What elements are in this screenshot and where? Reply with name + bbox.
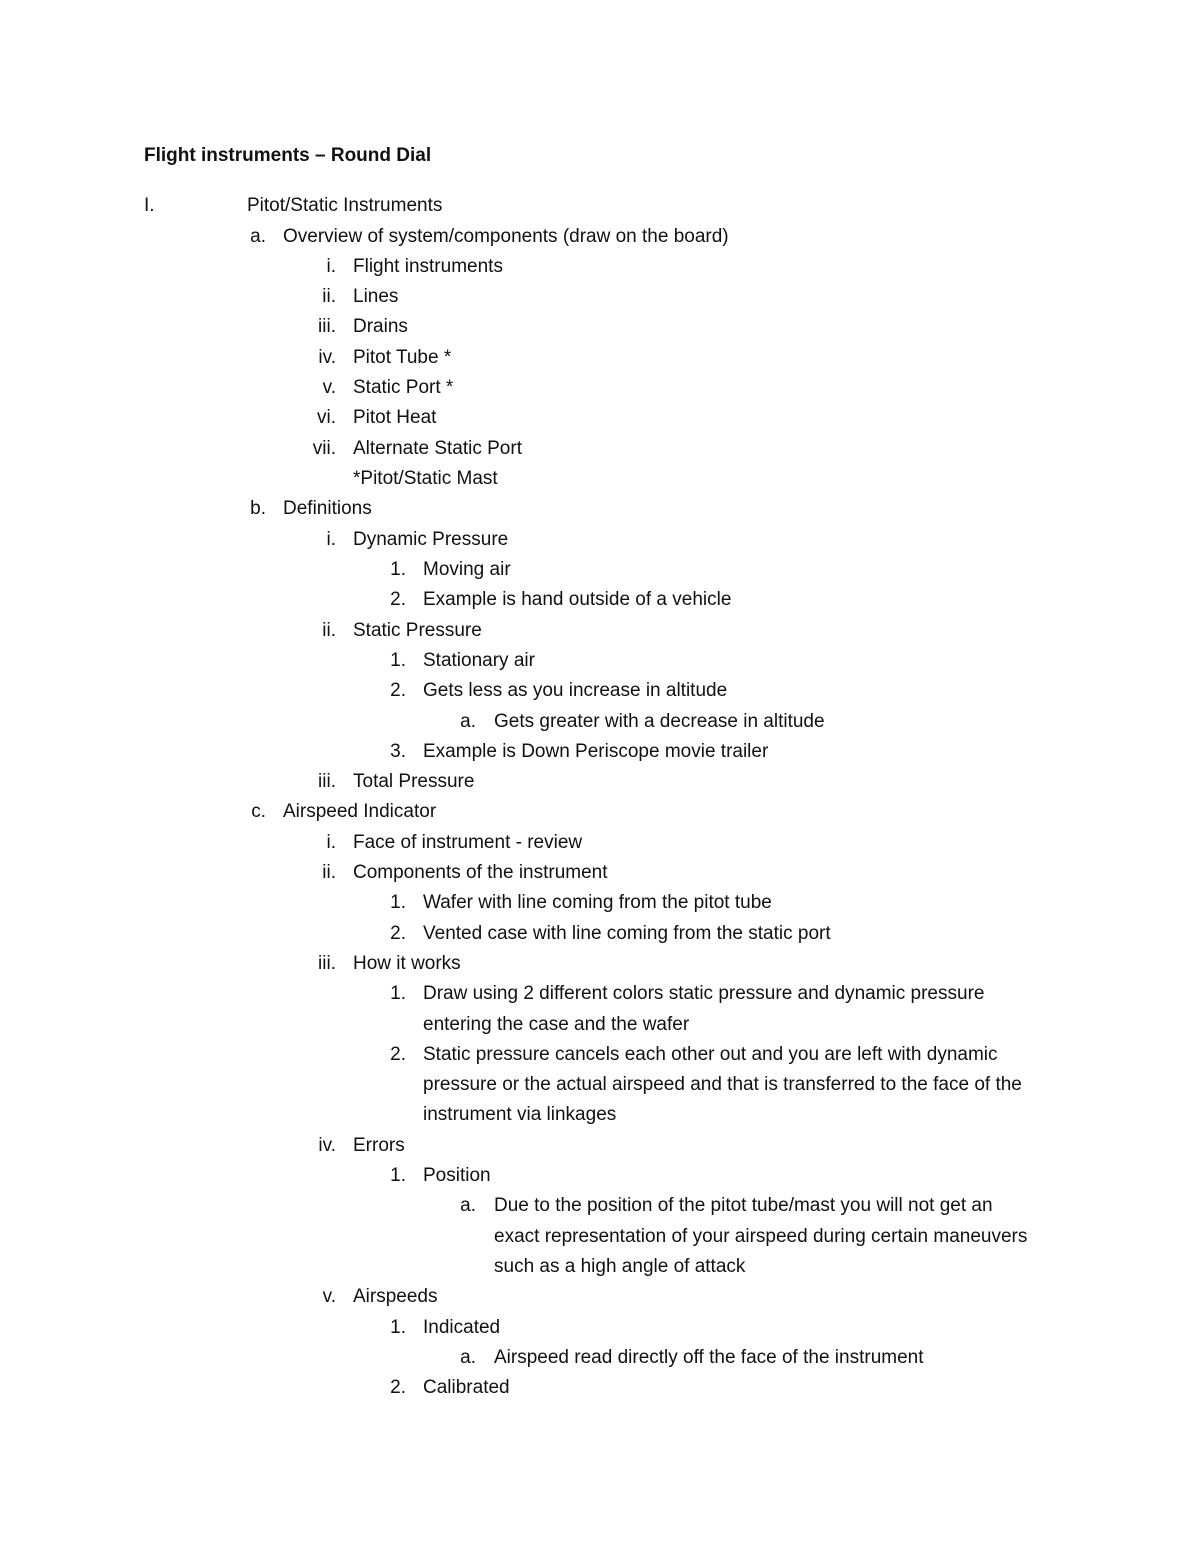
outline-marker: 2. xyxy=(390,589,406,610)
outline-line xyxy=(0,555,1200,585)
outline-text: Draw using 2 different colors static pressure and dynamic pressure xyxy=(423,983,985,1004)
outline-marker: a. xyxy=(460,1195,476,1216)
outline-text: Pitot Tube * xyxy=(353,347,452,368)
outline-text: Components of the instrument xyxy=(353,862,608,883)
outline-text: instrument via linkages xyxy=(423,1104,617,1125)
outline-line xyxy=(0,1040,1200,1070)
outline-line xyxy=(0,737,1200,767)
outline-marker: c. xyxy=(251,801,266,822)
outline-marker: ii. xyxy=(322,620,336,641)
outline-text: Static Port * xyxy=(353,377,454,398)
outline-text: *Pitot/Static Mast xyxy=(353,468,498,489)
outline-marker: 2. xyxy=(390,680,406,701)
outline-marker: 1. xyxy=(390,983,406,1004)
outline-text: Position xyxy=(423,1165,491,1186)
outline-line xyxy=(0,1313,1200,1343)
outline-line xyxy=(0,1131,1200,1161)
outline-line xyxy=(0,191,1200,221)
outline-text: Static pressure cancels each other out and you are left with dynamic xyxy=(423,1044,998,1065)
outline-text: Pitot/Static Instruments xyxy=(247,195,443,216)
outline-text: Static Pressure xyxy=(353,620,482,641)
outline-marker: 1. xyxy=(390,650,406,671)
outline-text: Overview of system/components (draw on the board) xyxy=(283,226,729,247)
outline-line xyxy=(0,646,1200,676)
outline-line xyxy=(0,858,1200,888)
outline-line xyxy=(0,1161,1200,1191)
outline-marker: 2. xyxy=(390,923,406,944)
outline-line xyxy=(0,979,1200,1009)
outline-line xyxy=(0,222,1200,252)
outline-text: Due to the position of the pitot tube/mast you will not get an xyxy=(494,1195,993,1216)
outline-line xyxy=(0,888,1200,918)
outline-marker: a. xyxy=(250,226,266,247)
outline-text: Example is Down Periscope movie trailer xyxy=(423,741,769,762)
outline-text: Stationary air xyxy=(423,650,535,671)
outline-line xyxy=(0,525,1200,555)
outline-marker: 1. xyxy=(390,892,406,913)
outline-line xyxy=(0,616,1200,646)
outline-text: Airspeed read directly off the face of the instrument xyxy=(494,1347,924,1368)
outline-marker: 3. xyxy=(390,741,406,762)
outline-text: Indicated xyxy=(423,1317,501,1338)
outline-marker: 1. xyxy=(390,559,406,580)
outline-text: Vented case with line coming from the static port xyxy=(423,923,831,944)
outline-marker: ii. xyxy=(322,862,336,883)
outline-text: Gets greater with a decrease in altitude xyxy=(494,711,825,732)
outline-text: entering the case and the wafer xyxy=(423,1014,690,1035)
outline-line xyxy=(0,1070,1200,1100)
outline-line xyxy=(0,282,1200,312)
outline-marker: 1. xyxy=(390,1165,406,1186)
outline-marker: a. xyxy=(460,711,476,732)
outline-marker: v. xyxy=(322,1286,336,1307)
outline-line xyxy=(0,828,1200,858)
outline-marker: a. xyxy=(460,1347,476,1368)
outline-text: Example is hand outside of a vehicle xyxy=(423,589,732,610)
outline-text: pressure or the actual airspeed and that is transferred to the face of the xyxy=(423,1074,1022,1095)
outline-text: Alternate Static Port xyxy=(353,438,522,459)
outline-text: Definitions xyxy=(283,498,372,519)
outline-marker: vi. xyxy=(317,407,336,428)
outline-text: Dynamic Pressure xyxy=(353,529,509,550)
outline-marker: 2. xyxy=(390,1044,406,1065)
outline-line xyxy=(0,343,1200,373)
outline-text: Face of instrument - review xyxy=(353,832,583,853)
outline-text: Calibrated xyxy=(423,1377,510,1398)
outline-marker: iv. xyxy=(318,1135,336,1156)
outline-marker: iv. xyxy=(318,347,336,368)
outline-line xyxy=(0,1252,1200,1282)
outline-line xyxy=(0,1343,1200,1373)
outline-marker: i. xyxy=(326,256,336,277)
outline-line xyxy=(0,464,1200,494)
outline-line xyxy=(0,676,1200,706)
outline-line xyxy=(0,434,1200,464)
outline-line xyxy=(0,1191,1200,1221)
outline-text: Moving air xyxy=(423,559,511,580)
outline-line xyxy=(0,1222,1200,1252)
outline-text: Airspeeds xyxy=(353,1286,438,1307)
outline-text: Errors xyxy=(353,1135,405,1156)
outline-text: Wafer with line coming from the pitot tube xyxy=(423,892,772,913)
outline-line xyxy=(0,919,1200,949)
outline-marker: i. xyxy=(326,529,336,550)
outline-marker: vii. xyxy=(312,438,336,459)
outline-line xyxy=(0,312,1200,342)
outline-text: Total Pressure xyxy=(353,771,475,792)
outline-marker: I. xyxy=(144,195,155,216)
outline-text: exact representation of your airspeed during certain maneuvers xyxy=(494,1226,1028,1247)
outline-line xyxy=(0,373,1200,403)
outline-marker: b. xyxy=(250,498,266,519)
outline-line xyxy=(0,494,1200,524)
outline-line xyxy=(0,1100,1200,1130)
outline-text: Lines xyxy=(353,286,399,307)
outline-marker: iii. xyxy=(318,316,336,337)
outline-line xyxy=(0,403,1200,433)
outline-line xyxy=(0,767,1200,797)
outline-text: Airspeed Indicator xyxy=(283,801,437,822)
outline-text: Drains xyxy=(353,316,408,337)
outline-text: Flight instruments xyxy=(353,256,503,277)
outline-line xyxy=(0,1282,1200,1312)
outline-line xyxy=(0,797,1200,827)
outline-line xyxy=(0,1010,1200,1040)
outline-text: Gets less as you increase in altitude xyxy=(423,680,728,701)
document-title: Flight instruments – Round Dial xyxy=(144,145,432,166)
outline-marker: i. xyxy=(326,832,336,853)
outline-line xyxy=(0,707,1200,737)
outline-marker: ii. xyxy=(322,286,336,307)
outline-line xyxy=(0,252,1200,282)
outline-line xyxy=(0,1373,1200,1403)
outline-marker: 1. xyxy=(390,1317,406,1338)
outline-marker: iii. xyxy=(318,953,336,974)
outline-text: How it works xyxy=(353,953,461,974)
outline-marker: 2. xyxy=(390,1377,406,1398)
outline-marker: iii. xyxy=(318,771,336,792)
outline-marker: v. xyxy=(322,377,336,398)
outline-line xyxy=(0,585,1200,615)
outline-line xyxy=(0,949,1200,979)
outline-text: Pitot Heat xyxy=(353,407,437,428)
outline-text: such as a high angle of attack xyxy=(494,1256,746,1277)
